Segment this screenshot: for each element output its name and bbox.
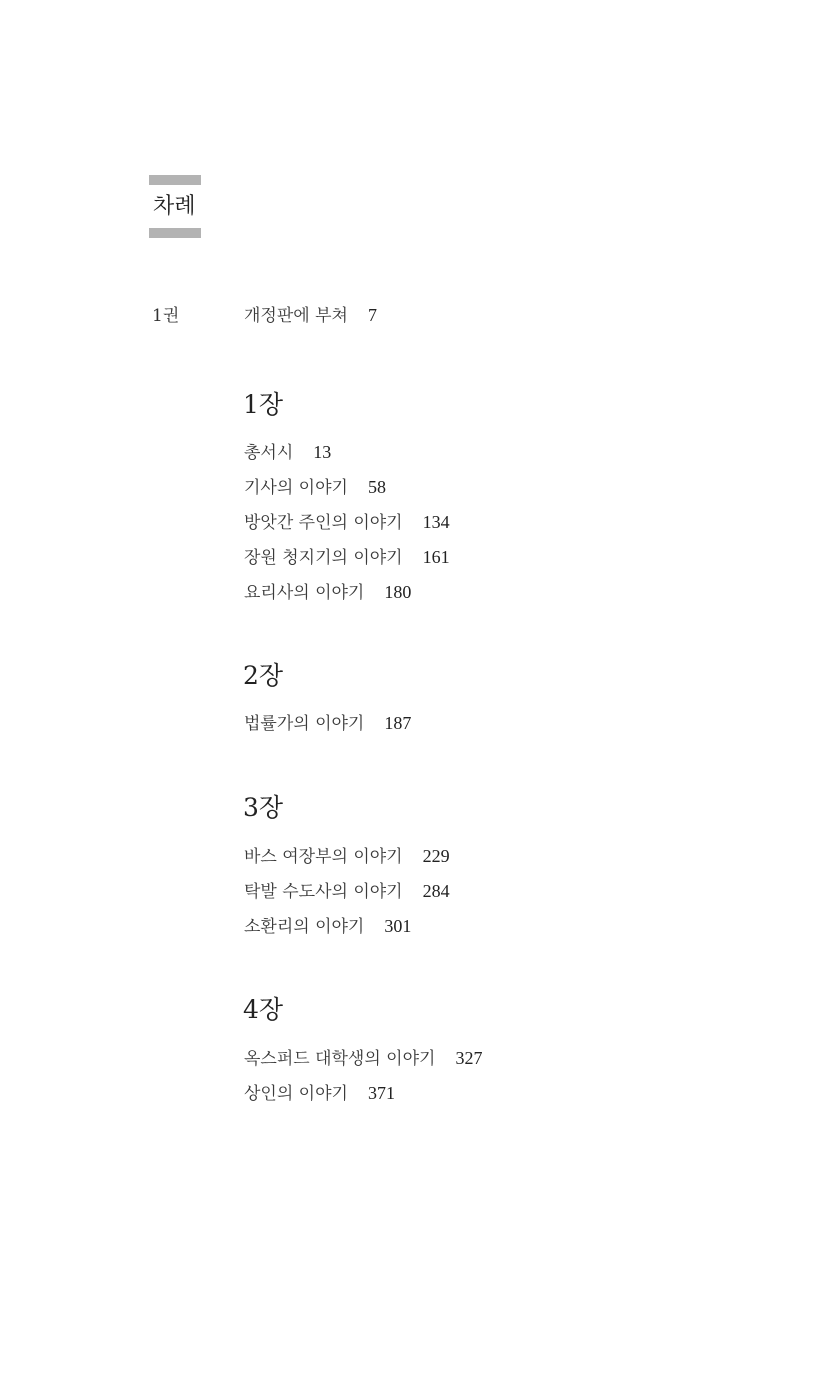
entry-title: 기사의 이야기 xyxy=(244,478,348,498)
entry-page: 58 xyxy=(367,477,386,497)
toc-entry xyxy=(244,912,411,937)
entry-title: 법률가의 이야기 xyxy=(244,714,365,734)
toc-entry xyxy=(244,709,411,734)
toc-entry xyxy=(244,578,411,603)
toc-entry-preface xyxy=(244,301,377,326)
entry-title: 개정판에 부쳐 xyxy=(244,306,348,326)
entry-page: 13 xyxy=(313,442,332,462)
toc-entry xyxy=(244,1044,482,1069)
toc-entry xyxy=(244,473,386,498)
volume-label: 1권 xyxy=(152,306,180,326)
chapter-heading-1: 1장 xyxy=(243,390,284,419)
page-title: 차례 xyxy=(153,194,196,219)
entry-page: 187 xyxy=(384,713,412,733)
entry-page: 327 xyxy=(455,1048,483,1068)
entry-page: 229 xyxy=(422,846,450,866)
entry-page: 134 xyxy=(422,512,450,532)
toc-entry xyxy=(244,508,450,533)
entry-page: 371 xyxy=(367,1083,395,1103)
entry-title: 상인의 이야기 xyxy=(244,1084,348,1104)
entry-title: 옥스퍼드 대학생의 이야기 xyxy=(244,1049,436,1069)
chapter-heading-2: 2장 xyxy=(243,661,284,690)
toc-entry xyxy=(244,438,331,463)
entry-title: 소환리의 이야기 xyxy=(244,917,365,937)
toc-title-block xyxy=(149,175,201,238)
entry-page: 7 xyxy=(367,305,377,325)
toc-entry xyxy=(244,842,450,867)
entry-page: 180 xyxy=(384,582,412,602)
entry-page: 161 xyxy=(422,547,450,567)
toc-entry xyxy=(244,877,450,902)
chapter-heading-4: 4장 xyxy=(243,995,284,1024)
entry-title: 장원 청지기의 이야기 xyxy=(244,548,403,568)
entry-title: 탁발 수도사의 이야기 xyxy=(244,882,403,902)
entry-title: 총서시 xyxy=(244,443,294,463)
entry-title: 방앗간 주인의 이야기 xyxy=(244,513,403,533)
title-bottom-bar xyxy=(149,228,201,238)
title-top-bar xyxy=(149,175,201,185)
entry-title: 요리사의 이야기 xyxy=(244,583,365,603)
chapter-heading-3: 3장 xyxy=(243,793,284,822)
toc-entry xyxy=(244,1079,395,1104)
entry-page: 284 xyxy=(422,881,450,901)
toc-entry xyxy=(244,543,450,568)
entry-page: 301 xyxy=(384,916,412,936)
entry-title: 바스 여장부의 이야기 xyxy=(244,847,403,867)
